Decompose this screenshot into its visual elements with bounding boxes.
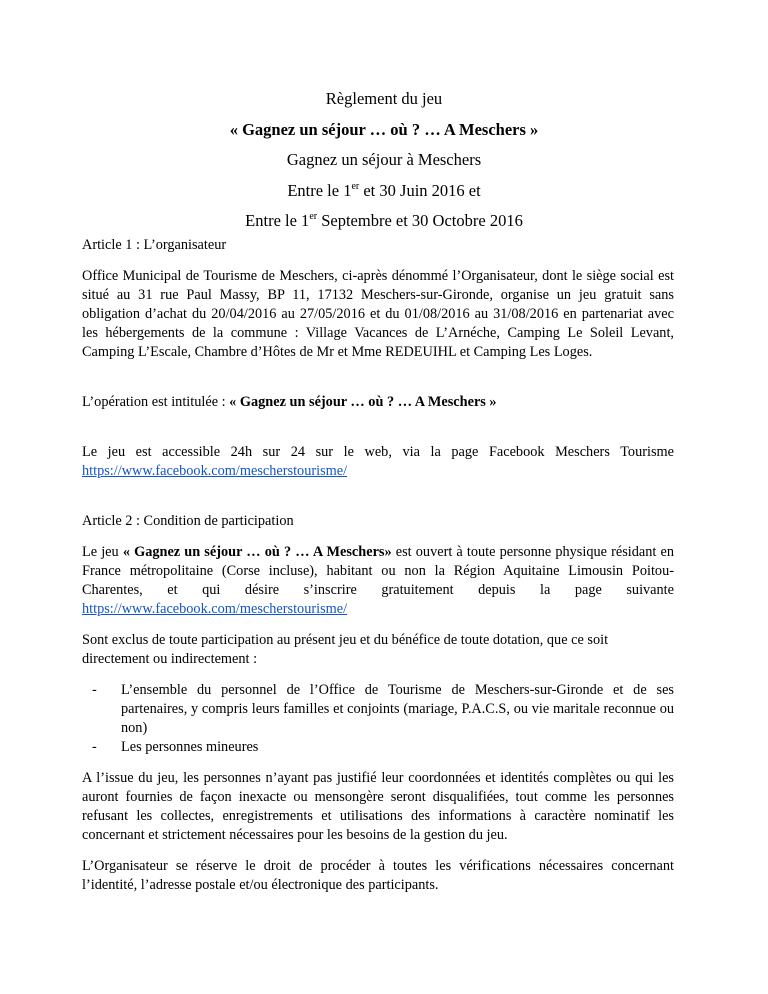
period-1-suffix: et 30 Juin 2016 et: [359, 180, 481, 200]
article-1-heading: Article 1 : L’organisateur: [82, 237, 227, 253]
document-title-block: [0, 84, 768, 237]
article-2-heading: Article 2 : Condition de participation: [82, 513, 294, 529]
p1-prefix: Le jeu: [82, 544, 123, 560]
list-bullet: -: [92, 682, 97, 698]
facebook-link-2[interactable]: https://www.facebook.com/mescherstourisme/: [82, 601, 348, 617]
p1-text: est ouvert à toute personne physique résidant en France métropolitaine (Corse incluse), habitant ou non la Région Aquitaine Limousin Poitou-Charentes, et qui désire s’inscrire gratuitement depuis la page suivante: [82, 544, 674, 598]
subtitle: Gagnez un séjour à Meschers: [286, 150, 482, 169]
list-item: [92, 738, 674, 757]
document-body: [82, 236, 674, 895]
ordinal-suffix: er: [309, 211, 318, 222]
facebook-link[interactable]: https://www.facebook.com/mescherstourisme/: [82, 463, 348, 479]
list-item-text: L’ensemble du personnel de l’Office de Tourisme de Meschers-sur-Gironde et de ses partenaires, y compris leurs familles et conjoints (mariage, P.A.C.S, ou vie maritale reconnue ou non): [121, 682, 674, 736]
period-line-2: [0, 206, 768, 237]
rules-title: Règlement du jeu: [325, 89, 443, 108]
list-item: [92, 681, 674, 738]
article-2-paragraph-1: [82, 543, 674, 619]
article-2-paragraph-2: Sont exclus de toute participation au présent jeu et du bénéfice de toute dotation, que ce soit directement ou indirectement :: [82, 632, 609, 667]
period-1-prefix: Entre le 1: [287, 180, 352, 200]
operation-prefix: L’opération est intitulée :: [82, 394, 230, 410]
period-line-1: [0, 176, 768, 207]
access-paragraph: [82, 443, 674, 481]
p1-game-name: « Gagnez un séjour … où ? … A Meschers»: [122, 544, 392, 560]
operation-title-line: [82, 393, 674, 412]
list-item-text: Les personnes mineures: [121, 739, 259, 755]
access-text: Le jeu est accessible 24h sur 24 sur le web, via la page Facebook Meschers Tourisme: [82, 444, 674, 460]
article-2-paragraph-4: L’Organisateur se réserve le droit de procéder à toutes les vérifications nécessaires concernant l’identité, l’adresse postale et/ou électronique des participants.: [82, 858, 674, 893]
game-name-title: « Gagnez un séjour … où ? … A Meschers »: [229, 119, 539, 139]
exclusion-list: [92, 681, 674, 757]
article-1-body: Office Municipal de Tourisme de Meschers, ci-après dénommé l’Organisateur, dont le siège social est situé au 31 rue Paul Massy, BP 11, 17132 Meschers-sur-Gironde, organise un jeu gratuit sans obligation d’achat du 20/04/2016 au 27/05/2016 et du 01/08/2016 au 31/08/2016 en partenariat avec les hébergements de la commune : Village Vacances de L’Arnéche, Camping Le Soleil Levant, Camping L’Escale, Chambre d’Hôtes de Mr et Mme REDEUIHL et Camping Les Loges.: [82, 268, 674, 360]
operation-name: « Gagnez un séjour … où ? … A Meschers »: [229, 394, 497, 410]
ordinal-suffix: er: [351, 180, 360, 192]
article-2-paragraph-3: A l’issue du jeu, les personnes n’ayant pas justifié leur coordonnées et identités complètes ou qui les auront fournies de façon inexacte ou mensongère seront disqualifiées, tout comme les personnes refusant les collectes, enregistrements et utilisations des informations à caractère nominatif les concernant et strictement nécessaires pour les besoins de la gestion du jeu.: [82, 770, 674, 843]
period-2-prefix: Entre le 1: [245, 211, 310, 230]
period-2-suffix: Septembre et 30 Octobre 2016: [317, 211, 523, 230]
list-bullet: -: [92, 739, 97, 755]
